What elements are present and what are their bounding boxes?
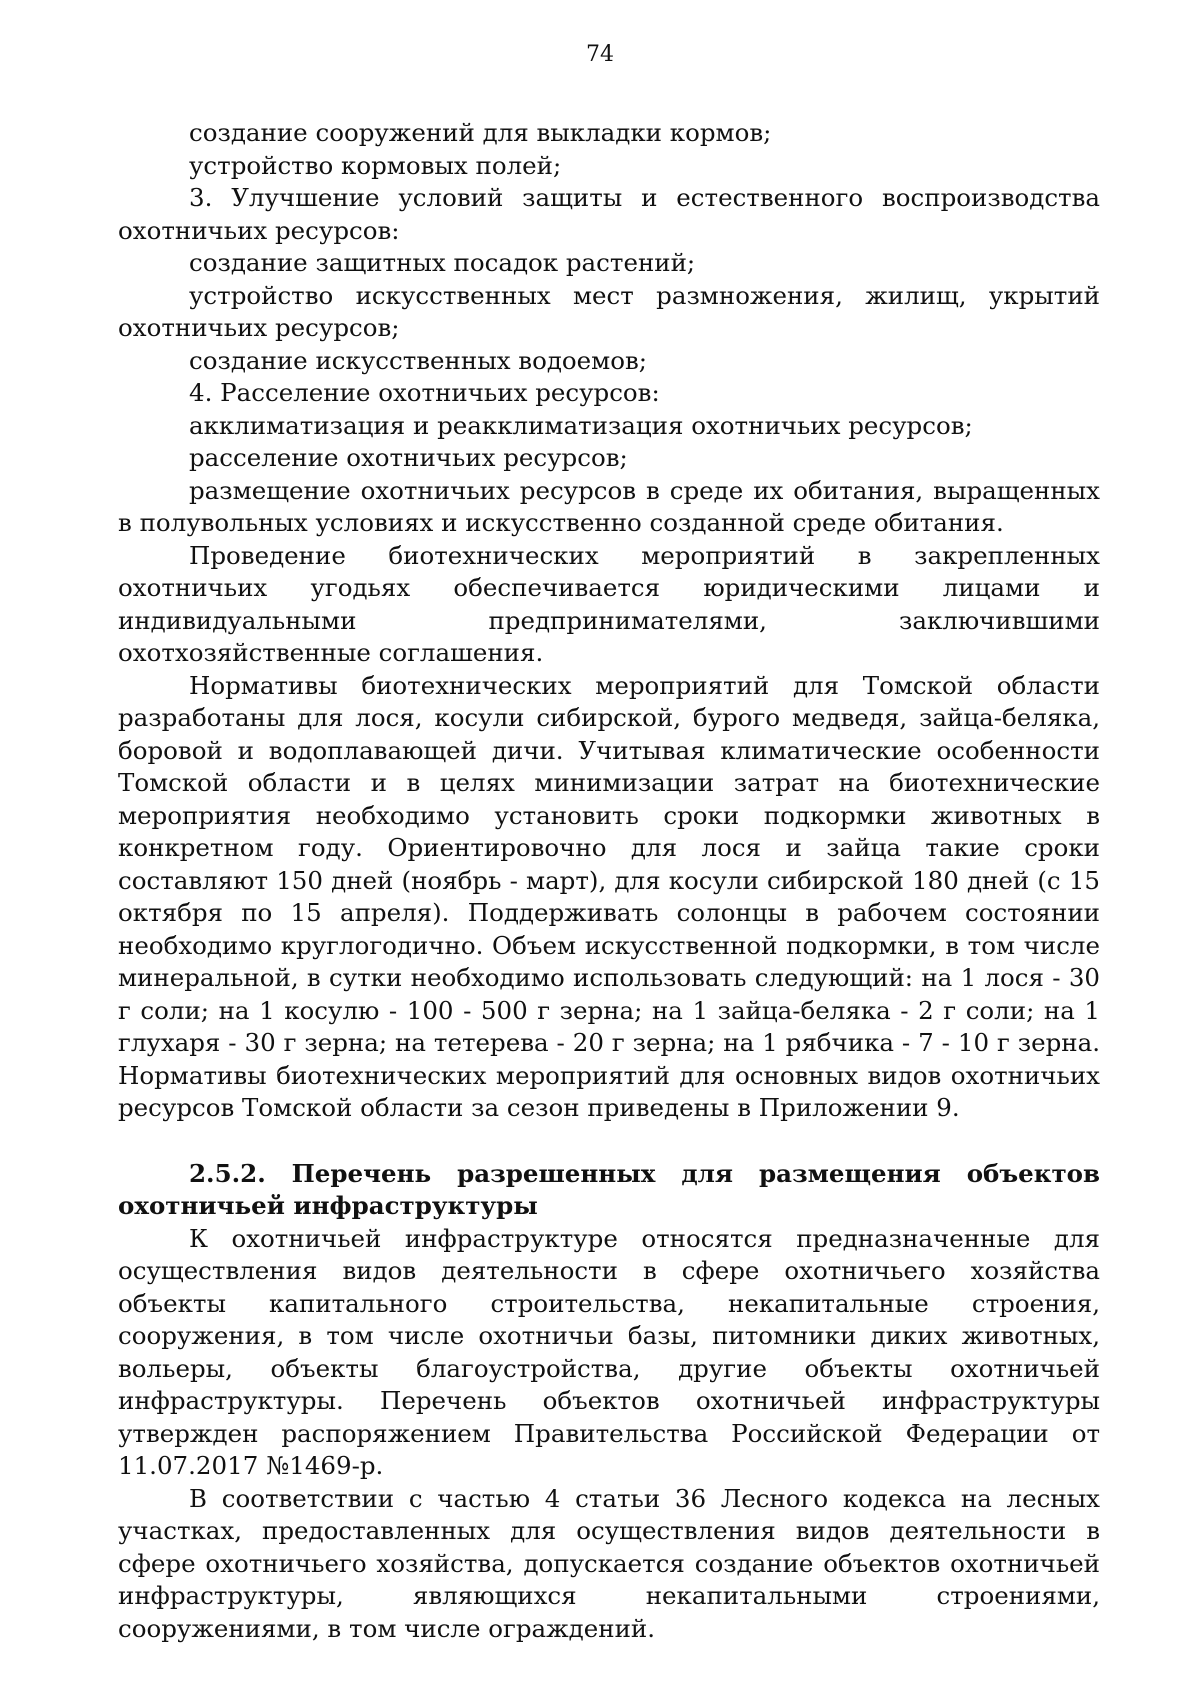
list-heading-protection: 3. Улучшение условий защиты и естественного воспроизводства охотничьих ресурсов:: [118, 183, 1100, 245]
paragraph-infrastructure-definition: К охотничьей инфраструктуре относятся предназначенные для осуществления видов деятельности в сфере охотничьего хозяйства объекты капитального строительства, некапитальные строения, сооружения, в том числе охотничьи базы, питомники диких животных, вольеры, объекты благоустройства, другие объекты охотничьей инфраструктуры. Перечень объектов охотничьей инфраструктуры утвержден распоряжением Правительства Российской Федерации от 11.07.2017 №1469-р.: [118, 1223, 1100, 1480]
page-number: 74: [586, 42, 614, 67]
list-item-acclimatization: акклиматизация и реакклиматизация охотничьих ресурсов;: [189, 410, 973, 440]
paragraph-biotech-responsibility: Проведение биотехнических мероприятий в закрепленных охотничьих угодьях обеспечивается юридическими лицами и индивидуальными предпринимателями, заключившими охотхозяйственные соглашения.: [118, 540, 1100, 667]
list-item-feed-structures: создание сооружений для выкладки кормов;: [189, 118, 772, 147]
document-body: [118, 117, 1100, 1645]
list-item-resettlement: расселение охотничьих ресурсов;: [189, 443, 628, 472]
paragraph-forest-code: В соответствии с частью 4 статьи 36 Лесного кодекса на лесных участках, предоставленных для осуществления видов деятельности в сфере охотничьего хозяйства, допускается создание объектов охотничьей инфраструктуры, являющихся некапитальными строениями, сооружениями, в том числе ограждений.: [118, 1483, 1100, 1643]
list-item-placement: размещение охотничьих ресурсов в среде их обитания, выращенных в полувольных условиях и искусственно созданной среде обитания.: [118, 475, 1100, 537]
list-item-artificial-breeding-sites: устройство искусственных мест размножения, жилищ, укрытий охотничьих ресурсов;: [118, 280, 1100, 342]
list-heading-resettlement: 4. Расселение охотничьих ресурсов:: [189, 378, 660, 407]
list-item-protective-plantings: создание защитных посадок растений;: [189, 248, 696, 277]
list-item-artificial-ponds: создание искусственных водоемов;: [189, 345, 648, 375]
section-heading: 2.5.2. Перечень разрешенных для размещения объектов охотничьей инфраструктуры: [118, 1158, 1100, 1220]
paragraph-biotech-norms: Нормативы биотехнических мероприятий для Томской области разработаны для лося, косули сибирской, бурого медведя, зайца-беляка, боровой и водоплавающей дичи. Учитывая климатические особенности Томской области и в целях минимизации затрат на биотехнические мероприятия необходимо установить сроки подкормки животных в конкретном году. Ориентировочно для лося и зайца такие сроки составляют 150 дней (ноябрь - март), для косули сибирской 180 дней (с 15 октября по 15 апреля). Поддерживать солонцы в рабочем состоянии необходимо круглогодично. Объем искусственной подкормки, в том числе минеральной, в сутки необходимо использовать следующий: на 1 лося - 30 г соли; на 1 косулю - 100 - 500 г зерна; на 1 зайца-беляка - 2 г соли; на 1 глухаря - 30 г зерна; на тетерева - 20 г зерна; на 1 рябчика - 7 - 10 г зерна. Нормативы биотехнических мероприятий для основных видов охотничьих ресурсов Томской области за сезон приведены в Приложении 9.: [118, 670, 1100, 1122]
list-item-feed-fields: устройство кормовых полей;: [189, 150, 562, 180]
